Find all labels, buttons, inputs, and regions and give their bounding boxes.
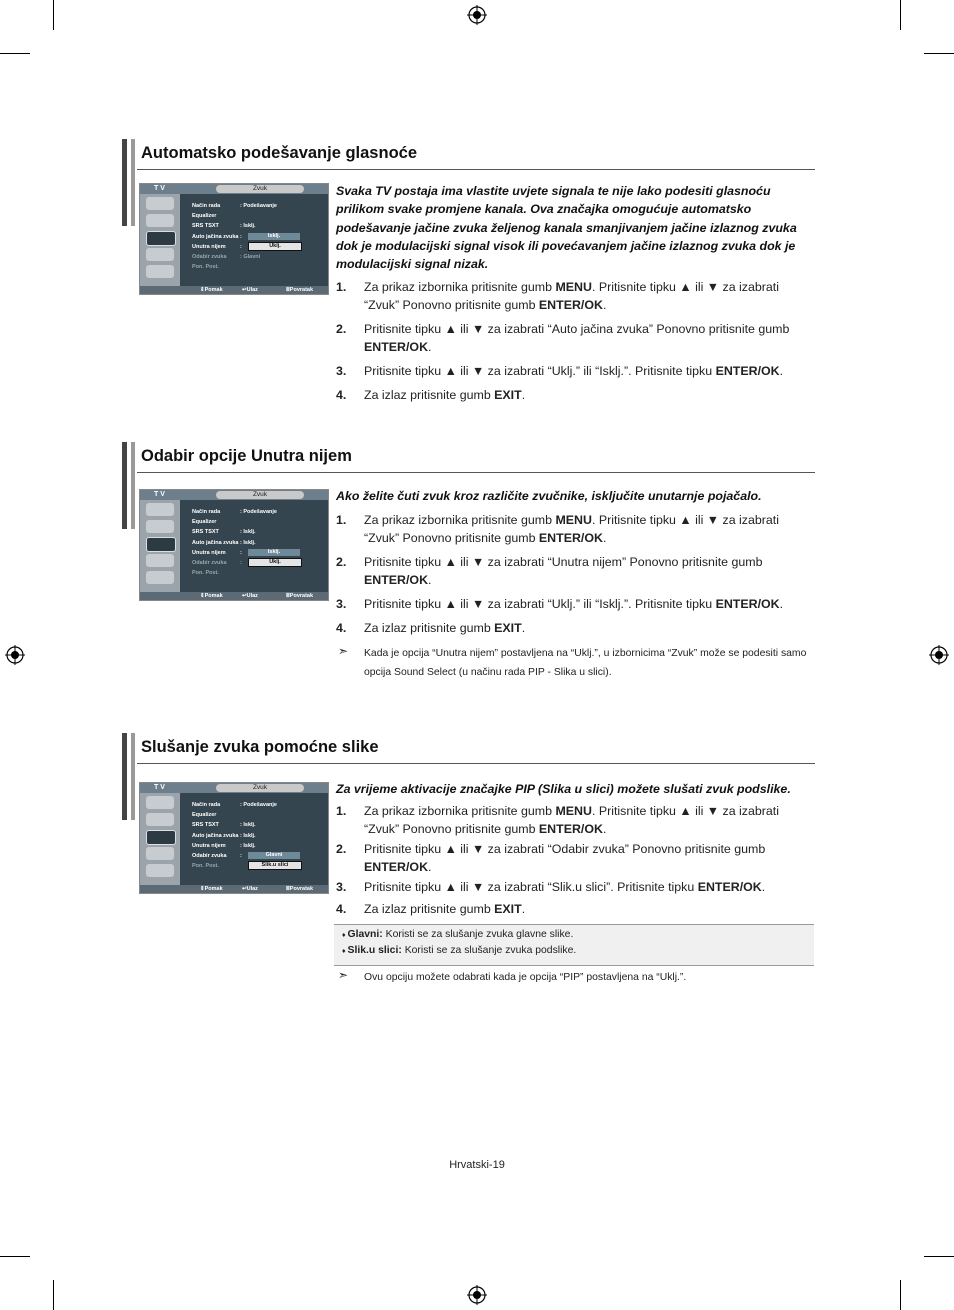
section-rule	[137, 472, 815, 473]
move-hint: ⇕ Pomak	[200, 286, 223, 293]
tv-menu-value: : Glavni	[240, 254, 261, 260]
menu-category-icon	[146, 248, 174, 261]
menu-category-icon	[146, 554, 174, 567]
tv-menu-header	[140, 783, 328, 793]
step-text: Pritisnite tipku ▲ ili ▼ za izabrati “Unutra nijem” Ponovno pritisnite gumb ENTER/OK.	[364, 555, 763, 587]
back-hint: Ⅲ Povratak	[286, 592, 314, 599]
tv-menu-footer	[140, 592, 328, 600]
tv-menu-row: Unutra nijem	[192, 244, 226, 250]
step-number: 1.	[336, 513, 347, 527]
tv-tab: Zvuk	[216, 784, 304, 792]
tv-menu-row: Odabir zvuka	[192, 254, 227, 260]
step-text: Za izlaz pritisnite gumb EXIT.	[364, 902, 526, 916]
section-marker	[131, 139, 135, 226]
tv-menu-row: Način rada	[192, 509, 221, 515]
move-hint: ⇕ Pomak	[200, 592, 223, 599]
tv-menu-row: Auto jačina zvuka	[192, 832, 239, 839]
section-rule	[137, 763, 815, 764]
registration-mark-icon	[467, 5, 487, 25]
menu-category-icon	[146, 520, 174, 533]
tv-menu-header	[140, 490, 328, 500]
section-marker	[122, 139, 127, 226]
tv-label: T V	[154, 784, 165, 791]
menu-category-icon	[146, 813, 174, 826]
tv-menu-value: : Isklj.	[240, 223, 256, 229]
step-text: Pritisnite tipku ▲ ili ▼ za izabrati “Odabir zvuka” Ponovno pritisnite gumb ENTER/OK.	[364, 842, 766, 874]
registration-mark-icon	[929, 645, 949, 665]
tv-menu-list	[180, 500, 328, 592]
enter-hint: ↩ Ulaz	[242, 286, 258, 293]
tv-menu-value: : Isklj.	[240, 529, 256, 535]
tv-menu-option-selected: Uklj.	[248, 242, 302, 251]
diamond-bullet-icon: ♦	[342, 932, 348, 939]
enter-hint: ↩ Ulaz	[242, 885, 258, 892]
tv-menu-value: : Podešavanje	[240, 203, 277, 209]
tv-menu-row: Auto jačina zvuka	[192, 539, 239, 546]
tv-menu-list	[180, 793, 328, 885]
menu-category-icon	[146, 796, 174, 809]
tv-menu-sidebar	[140, 500, 180, 592]
tv-label: T V	[154, 491, 165, 498]
tv-menu-sidebar	[140, 194, 180, 286]
section-intro: Svaka TV postaja ima vlastite uvjete signala te nije lako podesiti glasnoću prilikom svake promjene kanala. Ova značajka omogućuje automatsko podešavanje jačine zvuka željenog kanala smanjivanjem jačine izlaznog zvuka dok je modulacijski signal visok ili povećavanjem jačine izlaznog zvuka dok je modulacijski signal nizak.	[336, 184, 797, 272]
menu-category-icon	[146, 197, 174, 210]
arrow-note-icon: ➣	[338, 644, 349, 658]
crop-mark	[53, 0, 54, 30]
menu-category-icon	[146, 265, 174, 278]
step-number: 2.	[336, 842, 347, 856]
section-title: Slušanje zvuka pomoćne slike	[141, 738, 379, 756]
step-number: 2.	[336, 322, 347, 336]
step-number: 4.	[336, 388, 347, 402]
section-intro: Za vrijeme aktivacije značajke PIP (Slika u slici) možete slušati zvuk podslike.	[336, 782, 791, 796]
section-marker	[122, 442, 127, 529]
tv-menu-option: Isklj.	[248, 233, 300, 240]
menu-category-icon	[146, 231, 176, 246]
tv-menu-value: : Isklj.	[240, 843, 256, 849]
section-marker	[131, 442, 135, 529]
tv-menu-row: SRS TSXT	[192, 529, 219, 535]
section-title: Odabir opcije Unutra nijem	[141, 447, 352, 465]
tv-menu-header	[140, 184, 328, 194]
info-line: ♦ Glavni: Koristi se za slušanje zvuka glavne slike.	[342, 929, 574, 940]
tv-menu-footer	[140, 286, 328, 294]
move-hint: ⇕ Pomak	[200, 885, 223, 892]
tv-menu-row: Auto jačina zvuka	[192, 233, 239, 240]
step-text: Za prikaz izbornika pritisnite gumb MENU. Pritisnite tipku ▲ ili ▼ za izabrati “Zvuk” Ponovno pritisnite gumb ENTER/OK.	[364, 280, 779, 312]
tv-menu-value: :	[240, 560, 242, 566]
tv-menu-row: Način rada	[192, 802, 221, 808]
page-number: Hrvatski-19	[449, 1159, 505, 1171]
menu-category-icon	[146, 503, 174, 516]
section-title: Automatsko podešavanje glasnoće	[141, 144, 417, 162]
enter-hint: ↩ Ulaz	[242, 592, 258, 599]
step-number: 1.	[336, 280, 347, 294]
tv-menu-value: :	[240, 550, 242, 556]
note-text: Kada je opcija “Unutra nijem” postavljena na “Uklj.”, u izbornicima “Zvuk” može se podesiti samo opcija Sound Select (u načinu rada PIP - Slika u slici).	[364, 648, 807, 678]
info-box	[334, 924, 814, 966]
menu-category-icon	[146, 214, 174, 227]
tv-menu-row: Equalizer	[192, 812, 217, 818]
tv-menu-value: : Isklj.	[240, 832, 256, 839]
tv-tab: Zvuk	[216, 491, 304, 499]
tv-menu-value: :	[240, 853, 242, 859]
step-number: 1.	[336, 804, 347, 818]
tv-menu-row: Pon. Post.	[192, 863, 219, 869]
tv-menu-row: Način rada	[192, 203, 221, 209]
section-intro: Ako želite čuti zvuk kroz različite zvučnike, isključite unutarnje pojačalo.	[336, 489, 762, 503]
arrow-note-icon: ➣	[338, 968, 349, 982]
menu-category-icon	[146, 847, 174, 860]
note-text: Ovu opciju možete odabrati kada je opcija “PIP” postavljena na “Uklj.”.	[364, 972, 687, 983]
diamond-bullet-icon: ♦	[342, 948, 348, 955]
tv-menu-row: Unutra nijem	[192, 550, 226, 556]
crop-mark	[900, 1280, 901, 1310]
tv-menu-footer	[140, 885, 328, 893]
tv-menu-value: : Podešavanje	[240, 509, 277, 515]
section-marker	[122, 733, 127, 820]
crop-mark	[0, 53, 30, 54]
registration-mark-icon	[467, 1285, 487, 1305]
tv-menu-value: :	[240, 244, 242, 250]
step-number: 3.	[336, 597, 347, 611]
back-hint: Ⅲ Povratak	[286, 286, 314, 293]
info-line: ♦ Slik.u slici: Koristi se za slušanje zvuka podslike.	[342, 945, 577, 956]
menu-category-icon	[146, 864, 174, 877]
tv-menu-screenshot	[139, 489, 329, 601]
section-marker	[131, 733, 135, 820]
tv-menu-sidebar	[140, 793, 180, 885]
tv-menu-row: Pon. Post.	[192, 570, 219, 576]
tv-menu-row: Odabir zvuka	[192, 853, 227, 859]
tv-menu-row: Pon. Post.	[192, 264, 219, 270]
back-hint: Ⅲ Povratak	[286, 885, 314, 892]
crop-mark	[924, 53, 954, 54]
tv-menu-list	[180, 194, 328, 286]
tv-menu-row: Equalizer	[192, 213, 217, 219]
step-text: Pritisnite tipku ▲ ili ▼ za izabrati “Slik.u slici”. Pritisnite tipku ENTER/OK.	[364, 880, 766, 894]
step-number: 3.	[336, 880, 347, 894]
section-rule	[137, 169, 815, 170]
tv-menu-screenshot	[139, 782, 329, 894]
step-number: 2.	[336, 555, 347, 569]
menu-category-icon	[146, 537, 176, 552]
tv-menu-option-selected: Uklj.	[248, 558, 302, 567]
step-text: Za izlaz pritisnite gumb EXIT.	[364, 621, 526, 635]
menu-category-icon	[146, 571, 174, 584]
tv-menu-row: Odabir zvuka	[192, 560, 227, 566]
tv-label: T V	[154, 185, 165, 192]
tv-menu-row: Equalizer	[192, 519, 217, 525]
step-text: Za prikaz izbornika pritisnite gumb MENU. Pritisnite tipku ▲ ili ▼ za izabrati “Zvuk” Ponovno pritisnite gumb ENTER/OK.	[364, 513, 779, 545]
crop-mark	[53, 1280, 54, 1310]
step-number: 4.	[336, 621, 347, 635]
step-text: Pritisnite tipku ▲ ili ▼ za izabrati “Uklj.” ili “Isklj.”. Pritisnite tipku ENTER/OK.	[364, 364, 784, 378]
crop-mark	[924, 1256, 954, 1257]
crop-mark	[0, 1256, 30, 1257]
tv-menu-value: :	[240, 233, 242, 240]
tv-menu-option: Isklj.	[248, 549, 300, 556]
step-number: 4.	[336, 902, 347, 916]
tv-menu-value: : Isklj.	[240, 822, 256, 828]
step-text: Za prikaz izbornika pritisnite gumb MENU. Pritisnite tipku ▲ ili ▼ za izabrati “Zvuk” Ponovno pritisnite gumb ENTER/OK.	[364, 804, 779, 836]
tv-menu-row: SRS TSXT	[192, 822, 219, 828]
tv-menu-value: : Isklj.	[240, 539, 256, 546]
crop-mark	[900, 0, 901, 30]
tv-menu-screenshot	[139, 183, 329, 295]
tv-tab: Zvuk	[216, 185, 304, 193]
tv-menu-value: : Podešavanje	[240, 802, 277, 808]
tv-menu-option-selected: Slik.u slici	[248, 861, 302, 870]
step-text: Pritisnite tipku ▲ ili ▼ za izabrati “Auto jačina zvuka” Ponovno pritisnite gumb ENTER/OK.	[364, 322, 790, 354]
menu-category-icon	[146, 830, 176, 845]
registration-mark-icon	[5, 645, 25, 665]
tv-menu-row: SRS TSXT	[192, 223, 219, 229]
step-text: Za izlaz pritisnite gumb EXIT.	[364, 388, 526, 402]
tv-menu-option: Glavni	[248, 852, 300, 859]
step-text: Pritisnite tipku ▲ ili ▼ za izabrati “Uklj.” ili “Isklj.”. Pritisnite tipku ENTER/OK.	[364, 597, 784, 611]
step-number: 3.	[336, 364, 347, 378]
tv-menu-row: Unutra nijem	[192, 843, 226, 849]
